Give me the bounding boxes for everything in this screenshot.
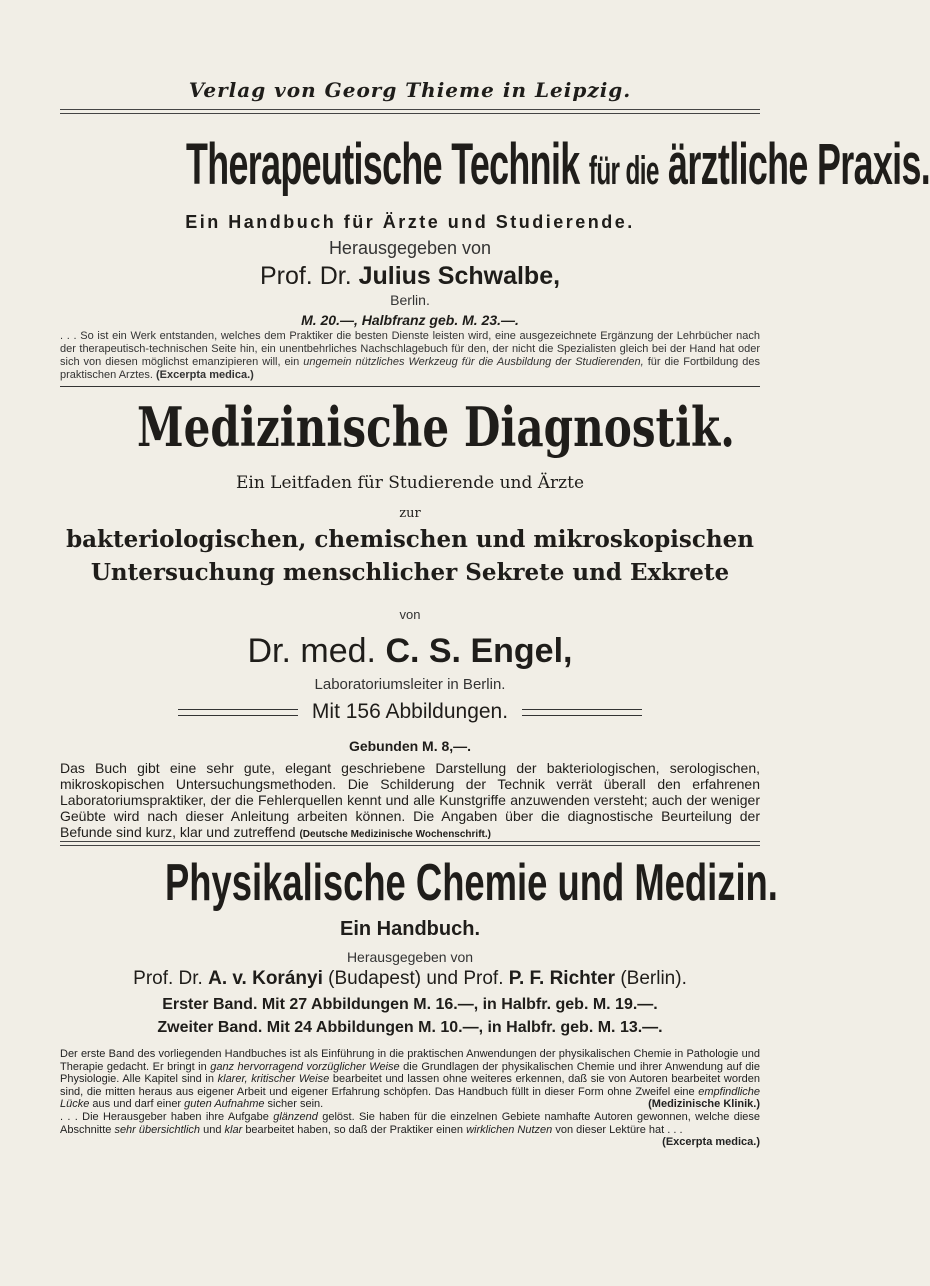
book3-review2: . . . Die Herausgeber haben ihre Aufgabe glänzend gelöst. Sie haben für die einzelnen Gebiete namhafte Autoren gewonnen, welche diese Abschnitte sehr übersichtlich und klar bearbeitet haben, so daß der Praktiker einen wirklichen Nutzen von dieser Lektüre hat . . . (Excerpta medica.) — [60, 1111, 761, 1148]
book3-volume2: Zweiter Band. Mit 24 Abbildungen M. 10.—, in Halbfr. geb. M. 13.—. — [157, 1019, 663, 1036]
book1-price: M. 20.—, Halbfranz geb. M. 23.—. — [301, 312, 519, 328]
book1-subtitle: Ein Handbuch für Ärzte und Studierende. — [185, 212, 635, 232]
book3-volume1: Erster Band. Mit 27 Abbildungen M. 16.—, in Halbfr. geb. M. 19.—. — [162, 996, 658, 1013]
book3-title: Physikalische Chemie und Medizin. — [165, 854, 778, 912]
divider — [60, 386, 760, 387]
book3-editor-intro: Herausgegeben von — [346, 949, 474, 965]
decorative-rule — [522, 709, 642, 716]
book3-subtitle: Ein Handbuch. — [340, 918, 480, 940]
book2-role: Laboratoriumsleiter in Berlin. — [314, 676, 506, 693]
header-rule — [60, 109, 760, 114]
book2-author: Dr. med. C. S. Engel, — [247, 632, 573, 670]
book2-subtitle: Ein Leitfaden für Studierende und Ärzte — [235, 473, 585, 493]
book1-title: Therapeutische Technik für die ärztliche Praxis. — [186, 130, 930, 197]
book2-von: von — [399, 607, 421, 622]
book2-line1: bakteriologischen, chemischen und mikroskopischen — [66, 526, 754, 553]
book2-line2: Untersuchung menschlicher Sekrete und Exkrete — [90, 559, 730, 586]
divider — [60, 841, 760, 846]
book2-price: Gebunden M. 8,—. — [348, 738, 472, 754]
book2-title: Medizinische Diagnostik. — [137, 395, 735, 459]
book2-zur: zur — [399, 506, 421, 521]
book2-figures: Mit 156 Abbildungen. — [60, 700, 760, 724]
book1-editor-intro: Herausgegeben von — [328, 238, 492, 258]
book3-review1: Der erste Band des vorliegenden Handbuches ist als Einführung in die praktischen Anwendungen der physikalischen Chemie in Pathologie und Therapie gedacht. Er bringt in ganz hervorragend vorzüglicher Weise die Grundlagen der physikalischen Chemie und ihrer Anwendung auf die Physiologie. Alle Kapitel sind in klarer, kritischer Weise bearbeitet und lassen ohne weiteres erkennen, daß sie von Autoren bearbeitet worden sind, die mitten heraus aus eigener Arbeit und eigener Erfahrung schöpfen. Das Handbuch füllt in dieser Form ohne Zweifel eine empfindliche Lücke aus und darf einer guten Aufnahme sicher sein. (Medizinische Klinik.) — [60, 1048, 761, 1110]
book1-city: Berlin. — [390, 292, 430, 308]
advertisement-page — [60, 0, 930, 1286]
book3-authors: Prof. Dr. A. v. Korányi (Budapest) und Prof. P. F. Richter (Berlin). — [133, 968, 687, 989]
book2-review: Das Buch gibt eine sehr gute, elegant geschriebene Darstellung der bakteriologischen, serologischen, mikroskopischen Untersuchungsmethoden. Die Schilderung der Technik verrät überall den erfahrenen Laboratoriumspraktiker, der die Fehlerquellen kennt und alle Kunstgriffe anzuwenden versteht; auch der weniger Geübte wird nach dieser Anleitung arbeiten können. Die Angaben über die diagnostische Beurteilung der Befunde sind kurz, klar und zutreffend (Deutsche Medizinische Wochenschrift.) — [60, 760, 760, 840]
book1-author: Prof. Dr. Julius Schwalbe, — [259, 262, 561, 290]
decorative-rule — [178, 709, 298, 716]
book1-review: . . . So ist ein Werk entstanden, welches dem Praktiker die besten Dienste leisten wird, eine ausgezeichnete Ergänzung der Lehrbücher nach der therapeutisch-technischen Seite hin, ein unentbehrliches Nachschlagebuch für den, der nicht die Spezialisten gleich bei der Hand hat oder sich von diesen möglichst emanzipieren will, ein ungemein nützliches Werkzeug für die Ausbildung der Studierenden, für die Fortbildung des praktischen Arztes. (Excerpta medica.) — [60, 330, 760, 381]
publisher-heading: Verlag von Georg Thieme in Leipzig. — [188, 78, 632, 102]
